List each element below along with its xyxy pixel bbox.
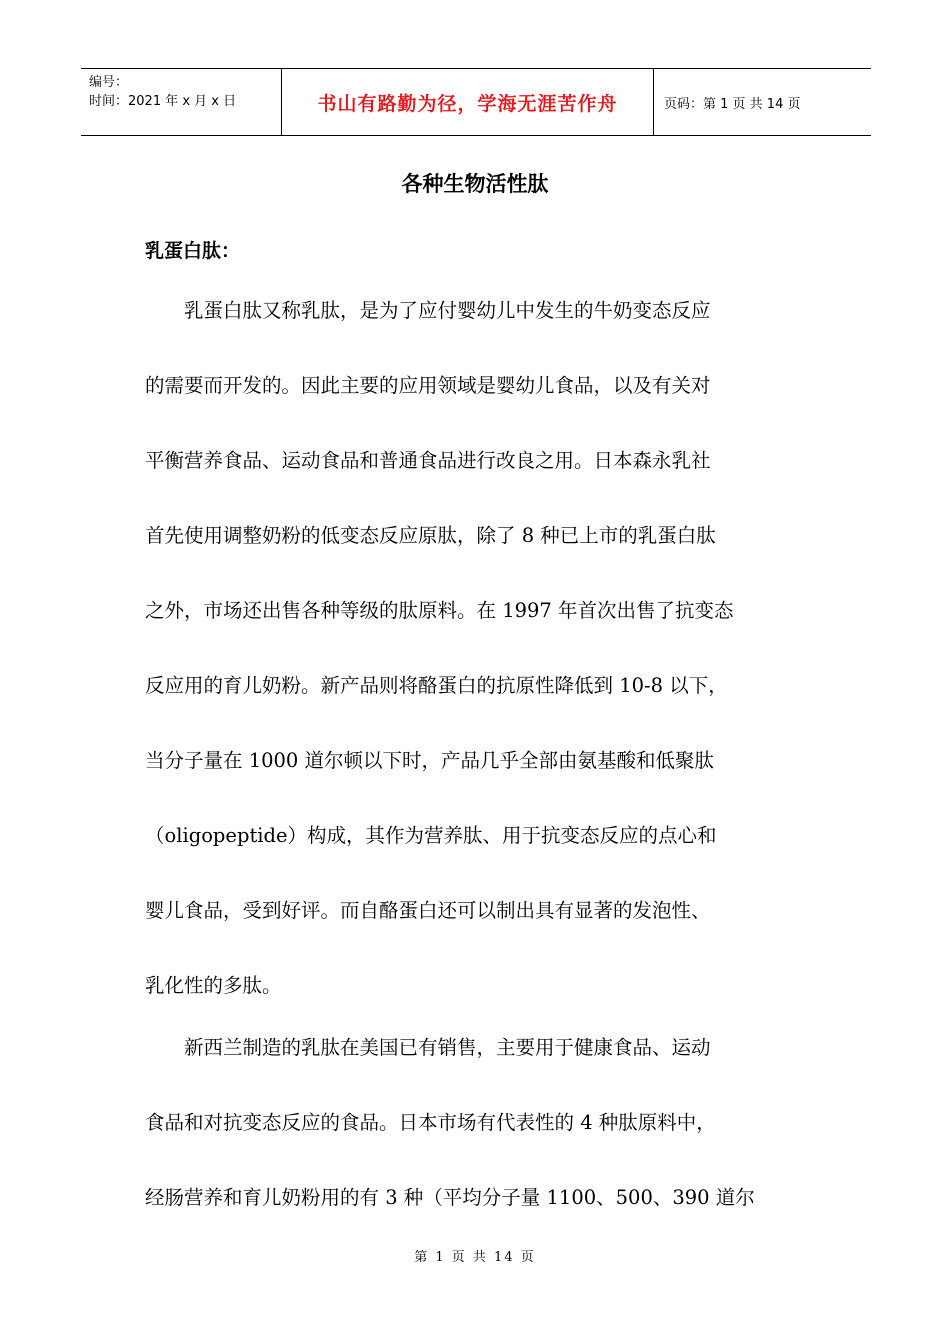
paragraph-line: 当分子量在 1000 道尔顿以下时，产品几乎全部由氨基酸和低聚肽 bbox=[145, 749, 715, 772]
paragraph-line: 乳蛋白肽又称乳肽，是为了应付婴幼儿中发生的牛奶变态反应 bbox=[145, 299, 711, 322]
paragraph-line: 之外，市场还出售各种等级的肽原料。在 1997 年首次出售了抗变态 bbox=[145, 599, 734, 622]
header-time-label: 时间：2021 年 x 月 x 日 bbox=[89, 94, 237, 109]
paragraph-1 bbox=[145, 273, 815, 1023]
paragraph-line: 反应用的育儿奶粉。新产品则将酪蛋白的抗原性降低到 10-8 以下， bbox=[145, 674, 728, 697]
header-number-label: 编号： bbox=[89, 75, 129, 90]
document-title: 各种生物活性肽 bbox=[401, 172, 549, 196]
paragraph-2 bbox=[145, 1010, 815, 1235]
paragraph-line: 的需要而开发的。因此主要的应用领域是婴幼儿食品，以及有关对 bbox=[145, 374, 711, 397]
paragraph-line: 经肠营养和育儿奶粉用的有 3 种（平均分子量 1100、500、390 道尔 bbox=[145, 1186, 755, 1209]
header-meta bbox=[81, 69, 282, 135]
header-motto: 书山有路勤为径，学海无涯苦作舟 bbox=[282, 69, 654, 135]
paragraph-line: 婴儿食品，受到好评。而自酪蛋白还可以制出具有显著的发泡性、 bbox=[145, 899, 711, 922]
section-heading: 乳蛋白肽： bbox=[145, 240, 241, 262]
header-page-info: 页码：第 1 页 共 14 页 bbox=[664, 96, 801, 112]
paragraph-line: 食品和对抗变态反应的食品。日本市场有代表性的 4 种肽原料中， bbox=[145, 1111, 716, 1134]
page-footer: 第 1 页 共 14 页 bbox=[414, 1250, 536, 1265]
page-header bbox=[81, 68, 871, 136]
paragraph-line: 首先使用调整奶粉的低变态反应原肽，除了 8 种已上市的乳蛋白肽 bbox=[145, 524, 716, 547]
paragraph-line: 乳化性的多肽。 bbox=[145, 974, 282, 997]
paragraph-line: 新西兰制造的乳肽在美国已有销售，主要用于健康食品、运动 bbox=[145, 1036, 711, 1059]
paragraph-line: （oligopeptide）构成，其作为营养肽、用于抗变态反应的点心和 bbox=[145, 824, 717, 847]
paragraph-line: 平衡营养食品、运动食品和普通食品进行改良之用。日本森永乳社 bbox=[145, 449, 711, 472]
